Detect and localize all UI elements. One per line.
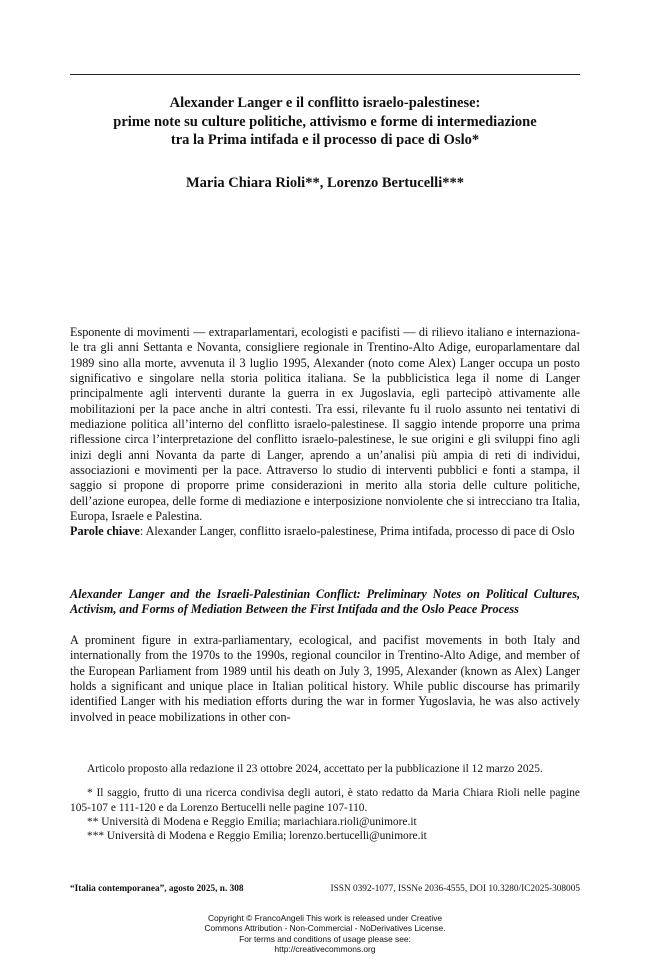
page-footer <box>70 883 580 895</box>
header-rule <box>70 74 580 75</box>
footnotes <box>70 762 580 843</box>
license-line: Copyright © FrancoAngeli This work is released under Creative <box>207 913 443 923</box>
keywords-list: : Alexander Langer, conflitto israelo-palestinese, Prima intifada, processo di pace di Oslo <box>139 524 575 539</box>
abstract-italian <box>70 325 580 540</box>
license-notice <box>0 913 650 955</box>
license-line: For terms and conditions of usage please see: <box>239 933 411 944</box>
keywords-label: Parole chiave <box>70 524 140 539</box>
abstract-english-title: Alexander Langer and the Israeli-Palestinian Conflict: Preliminary Notes on Political Cultures, Activism, and Forms of Mediation Between the First Intifada and the Oslo Peace Process <box>70 587 580 617</box>
keywords <box>70 524 580 539</box>
abstract-italian-text: Esponente di movimenti — extraparlamentari, ecologisti e pacifisti — di rilievo italiano e internazionale tra gli anni Settanta e Novanta, consigliere regionale in Trentino-Alto Adige, europarlamentare dal 1989 sino alla morte, avvenuta il 3 luglio 1995, Alexander (noto come Alex) Langer occupa un posto significativo e singolare nella storia politica italiana. Se la pubblicistica lega il nome di Langer principalmente agli interventi durante la guerra in ex Jugoslavia, egli partecipò attivamente alle mobilitazioni per la pace anche in altri contesti. Tra essi, rilevante fu il ruolo assunto nei tentativi di mediazione politica all’interno del conflitto israelo-palestinese. Il saggio intende proporre una prima riflessione circa l’interpretazione del conflitto israelo-palestinese, le sue origini e gli sviluppi fino agli inizi degli anni Novanta da parte di Langer, aprendo a un’analisi più ampia di reti di individui, associazioni e movimenti per la pace. Attraverso lo studio di interventi pubblici e fonti a stampa, il saggio si propone di proporre prime considerazioni in merito alla storia delle culture politiche, dell’azione europea, delle forme di mediazione e interposizione nonviolente che si intrecciano tra Italia, Europa, Israele e Palestina. <box>70 325 580 524</box>
abstract-english-text: A prominent figure in extra-parliamentary, ecological, and pacifist movements in both Italy and internationally from the 1970s to the 1990s, regional councilor in Trentino-Alto Adige, and member of the European Parliament from 1989 until his death on July 3, 1995, Alexander (known as Alex) Langer holds a significant and unique place in Italian political history. While public discourse has primarily identified Langer with his mediation efforts during the war in former Yugoslavia, he was also actively involved in peace mobilizations in other con- <box>70 633 580 724</box>
received-note: Articolo proposto alla redazione il 23 ottobre 2024, accettato per la pubblicazione il 12 marzo 2025. <box>87 763 543 775</box>
title-line: tra la Prima intifada e il processo di pace di Oslo* <box>170 132 480 148</box>
license-line: Commons Attribution - Non-Commercial - NoDerivatives License. <box>204 923 446 934</box>
journal-citation: “Italia contemporanea”, agosto 2025, n. 308 <box>70 884 244 894</box>
license-link[interactable]: http://creativecommons.org <box>274 944 376 955</box>
footnote-1: * Il saggio, frutto di una ricerca condivisa degli autori, è stato redatto da Maria Chiara Rioli nelle pagine 105-107 e 111-120 e da Lorenzo Bertucelli nelle pagine 107-110. <box>70 787 580 814</box>
footnote-2: ** Università di Modena e Reggio Emilia; mariachiara.rioli@unimore.it <box>87 815 417 828</box>
title-line: prime note su culture politiche, attivismo e forme di intermediazione <box>113 113 537 130</box>
article-authors: Maria Chiara Rioli**, Lorenzo Bertucelli*** <box>185 175 464 191</box>
issn-doi: ISSN 0392-1077, ISSNe 2036-4555, DOI 10.3280/IC2025-308005 <box>330 884 580 894</box>
title-line: Alexander Langer e il conflitto israelo-palestinese: <box>169 95 481 111</box>
footnote-3: *** Università di Modena e Reggio Emilia; lorenzo.bertucelli@unimore.it <box>87 830 427 843</box>
article-title <box>70 94 580 150</box>
